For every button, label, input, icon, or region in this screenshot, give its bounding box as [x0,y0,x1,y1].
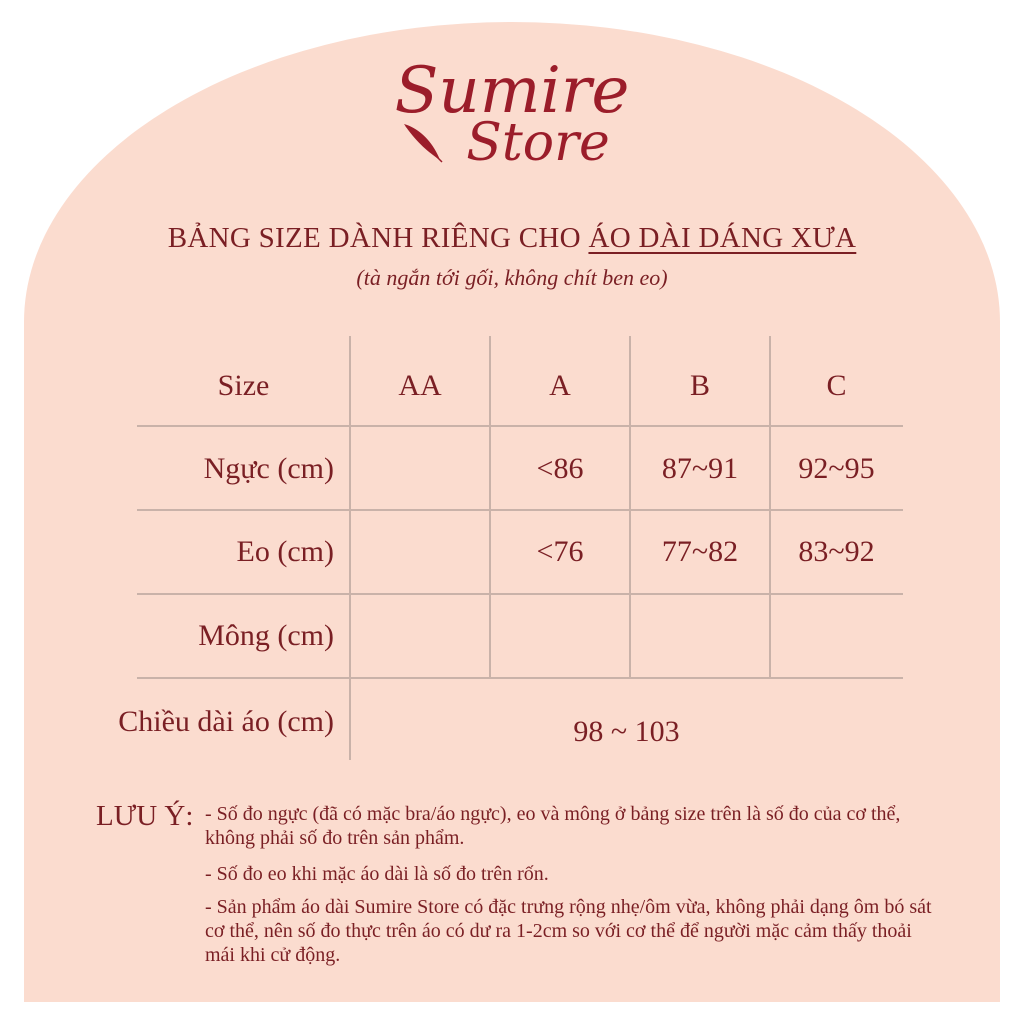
table-cell [350,428,490,510]
logo-line-2: Store [466,113,610,173]
title-underlined: ÁO DÀI DÁNG XƯA [588,222,857,254]
table-cell [770,594,903,678]
table-cell: <86 [536,452,584,485]
note-item: - Sản phẩm áo dài Sumire Store có đặc trưng rộng nhẹ/ôm vừa, không phải dạng ôm bó sát cơ thể, nên số đo thực trên áo có dư ra 1-2cm so với cơ thể để người mặc cảm thấy thoải mái khi cử động. [205,896,932,966]
table-cell: 83~92 [798,535,875,568]
row-waist-label: Eo (cm) [236,535,334,568]
row-hip-label: Mông (cm) [198,619,334,652]
header-size-label: Size [217,369,270,402]
note-item: - Số đo eo khi mặc áo dài là số đo trên rốn. [205,863,549,885]
row-chest-label: Ngực (cm) [203,452,334,485]
table-cell: 87~91 [661,452,739,485]
header-col-b: B [689,369,710,402]
table-cell: <76 [536,535,584,568]
table-cell: 77~82 [661,535,739,568]
header-col-a: A [549,369,571,402]
notes-label: LƯU Ý: [96,800,194,832]
title-prefix: BẢNG SIZE DÀNH RIÊNG CHO [167,222,589,254]
table-cell: 92~95 [798,452,875,485]
table-cell [350,594,490,678]
table-cell [630,594,770,678]
table-cell [490,594,630,678]
header-col-aa: AA [398,369,442,402]
page-subtitle: (tà ngắn tới gối, không chít ben eo) [356,265,668,290]
table-cell [350,510,490,594]
row-length-label: Chiều dài áo (cm) [118,705,334,738]
logo-line-1: Sumire [394,54,630,128]
header-col-c: C [826,369,847,402]
note-item: - Số đo ngực (đã có mặc bra/áo ngực), eo và mông ở bảng size trên là số đo của cơ thể, không phải số đo trên sản phẩm. [205,803,901,849]
row-length-value: 98 ~ 103 [573,715,680,748]
